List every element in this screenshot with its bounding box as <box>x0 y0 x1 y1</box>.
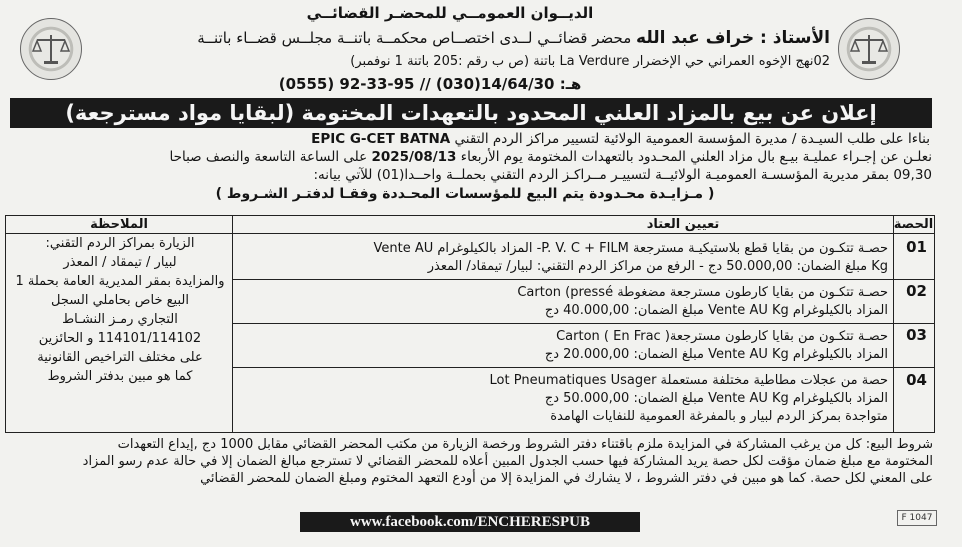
condition-line: المختومة مع مبلغ ضمان مؤقت لكل حصة يريد المشاركة فيها حسب الجدول المبين أعلاه للمحضر القضائي لا تسترجع مبالغ الضمان إلا في حالة عدم رسو المزاد <box>82 454 933 469</box>
scales-of-justice-icon <box>20 18 82 80</box>
lot-description <box>238 240 888 276</box>
lot-description-line: متواجدة بمركز الردم لبيار و بالمفرغة العمومية للنفايات الهامدة <box>550 409 888 424</box>
column-divider <box>232 216 233 432</box>
intro-time-text: على الساعة التاسعة والنصف صباحا <box>169 149 368 165</box>
bailiff-title: الأستاذ : خراف عبد الله <box>636 28 830 48</box>
note-line: على مختلف التراخيص القانونية <box>37 350 203 365</box>
website-link: www.facebook.com/ENCHERESPUB <box>300 512 640 532</box>
lots-table <box>5 215 935 433</box>
lot-number: 03 <box>906 326 927 344</box>
notice-title: إعلان عن بيع بالمزاد العلني المحدود بالتعهدات المختومة (لبقايا مواد مسترجعة) <box>10 98 932 128</box>
column-header-lot: الحصة <box>893 217 934 232</box>
lot-description <box>238 372 888 426</box>
lot-description <box>238 328 888 364</box>
intro-line-2 <box>8 149 932 165</box>
lot-description-line: Kg مبلغ الضمان: 50.000,00 دج - الرفع من مراكز الردم التقني: لبيار/ تيمقاد/ المعذر <box>427 259 888 274</box>
lot-number: 04 <box>906 371 927 389</box>
row-divider <box>232 279 934 280</box>
lot-description-line: حصـة تتكـون من بقايا كارطون مسترجعة مضغوطة Carton (pressé <box>517 285 888 300</box>
intro-line-4: ( مـزايـدة محـدودة يتم البيع للمؤسسات المحـددة وفقـا لدفتـر الشـروط ) <box>215 186 715 202</box>
notes-column <box>10 234 230 386</box>
intro-line-1 <box>200 131 930 147</box>
bailiff-line <box>100 28 830 48</box>
lot-description-line: المزاد بالكيلوغرام Vente AU Kg مبلغ الضمان: 20.000,00 دج <box>544 347 888 362</box>
lot-description-line: حصـة تتكـون من بقايا قطع بلاستيكيـة مسترجعة P. V. C + FILM- المزاد بالكيلوغرام Vente AU <box>373 241 888 256</box>
row-divider <box>232 367 934 368</box>
scales-of-justice-icon-svg <box>31 31 71 67</box>
intro-company: EPIC G-CET BATNA <box>311 131 451 147</box>
lot-description-line: حصة من عجلات مطاطية مختلفة مستعملة Lot Pneumatiques Usager <box>489 373 888 388</box>
lot-description-line: المزاد بالكيلوغرام Vente AU Kg مبلغ الضمان: 50.000,00 دج <box>544 391 888 406</box>
note-line: كما هو مبين بدفتر الشروط <box>47 369 193 384</box>
bailiff-description: محضر قضائــي لــدى اختصــاص محكمــة باتنــة مجلــس قضــاء باتنــة <box>197 29 632 47</box>
sale-conditions <box>5 436 933 487</box>
office-address: 02نهج الإخوه العمراني حي الإخضرار La Verdure باتنة (ص ب رقم :205 باتنة 1 نوفمبر) <box>350 54 830 69</box>
intro-line-3 <box>8 167 932 183</box>
note-line: البيع خاص بحاملي السجل <box>51 293 189 308</box>
note-line: 114101/114102 و الحائزين <box>38 331 202 346</box>
lot-number: 02 <box>906 282 927 300</box>
column-header-notes: الملاحظة <box>90 217 148 232</box>
note-line: الزيارة بمراكز الردم التقني: <box>45 236 195 251</box>
condition-line: على المعني لكل حصة. كما هو مبين في دفتر الشروط ، لا يشارك في المزايدة إلا من أودع التعهد المختوم ومبلغ الضمان للمحضر القضائي <box>200 471 933 486</box>
condition-line: شروط البيع: كل من يرغب المشاركة في المزايدة ملزم باقتناء دفتر الشروط ورخصة الزيارة من مكتب المحضر القضائي مقابل 1000 دج ,إيداع التعهدات <box>117 437 933 452</box>
office-name: الديــوان العمومــي للمحضـر القضائــي <box>306 4 594 22</box>
scales-of-justice-icon-svg <box>849 31 889 67</box>
intro-announcement: نعلـن عن إجـراء عمليـة بيـع بال مزاد العلني المحـدود بالتعهدات المختومة يوم الأربعاء <box>460 149 932 165</box>
reference-number: F 1047 <box>897 510 937 526</box>
scales-of-justice-icon <box>838 18 900 80</box>
header-divider <box>232 233 934 234</box>
auction-time: 09,30 <box>893 167 932 183</box>
auction-date: 2025/08/13 <box>371 149 457 165</box>
lot-description-line: المزاد بالكيلوغرام Vente AU Kg مبلغ الضمان: 40.000,00 دج <box>544 303 888 318</box>
lot-number: 01 <box>906 238 927 256</box>
column-header-description-text: تعيين العتاد <box>646 217 720 232</box>
note-line: والمزايدة بمقر المديرية العامة بحملة 1 <box>15 274 225 289</box>
office-phones: (0555) 92-33-95 // (030)14/64/30 :هـ <box>278 75 582 93</box>
note-line: لبيار / تيمقاد / المعذر <box>63 255 177 270</box>
column-divider <box>893 216 894 432</box>
intro-requester: بناءا على طلب السيـدة / مديرة المؤسسة العمومية الولائية لتسيير مراكز الردم التقني <box>454 131 930 147</box>
lot-description-line: حصـة تتكـون من بقايا كارطون مسترجعةCarton ( En Frac ) <box>556 329 888 344</box>
intro-location: بمقر مديرية المؤسسـة العموميـة الولائيــة لتسييـر مــراكـز الردم التقني بحملــة واحــدا(01) للآتي بيانه: <box>313 167 890 183</box>
note-line: التجاري رمـز النشـاط <box>62 312 178 327</box>
lot-description <box>238 284 888 320</box>
row-divider <box>232 323 934 324</box>
column-header-description <box>232 217 893 232</box>
